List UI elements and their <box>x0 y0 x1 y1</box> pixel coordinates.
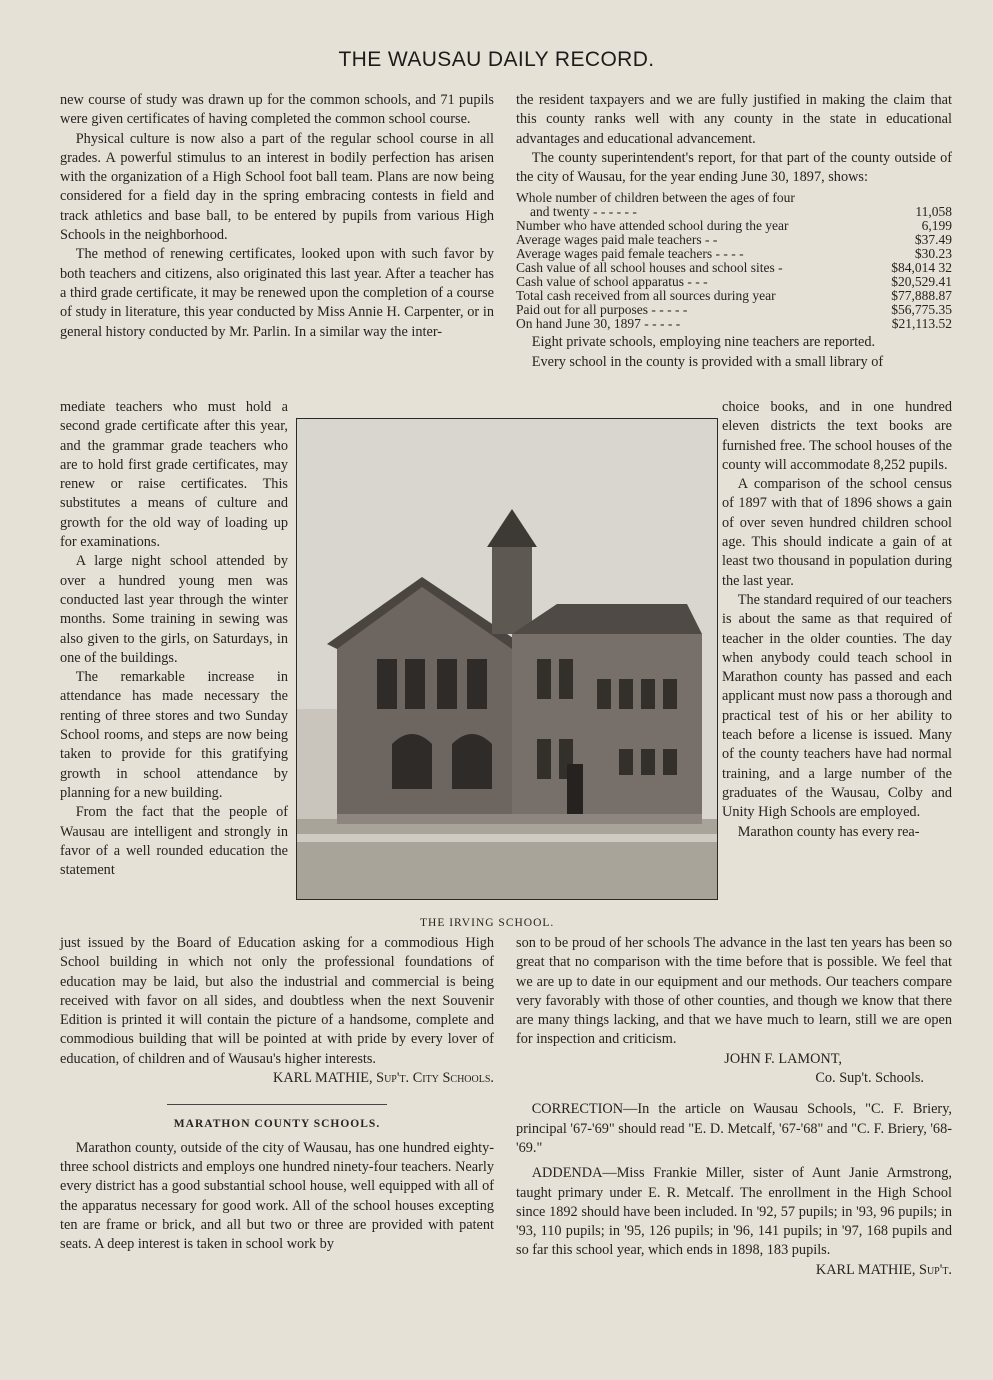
stat-row: Total cash received from all sources during year $77,888.87 <box>516 288 952 304</box>
stat-row: Whole number of children between the ages of four <box>516 190 795 206</box>
stat-row: Cash value of all school houses and school sites - $84,014 32 <box>516 260 952 276</box>
stat-row: Average wages paid female teachers - - - - $30.23 <box>516 246 952 262</box>
paragraph: Every school in the county is provided with a small library of <box>531 353 884 370</box>
stat-row: On hand June 30, 1897 - - - - - $21,113.52 <box>516 316 952 332</box>
page-title: THE WAUSAU DAILY RECORD. <box>338 48 655 71</box>
paragraph: Eight private schools, employing nine teachers are reported. <box>531 334 876 351</box>
paragraph: The remarkable increase in attendance has made necessary the renting of three stores and two Sunday School rooms, and steps are now being taken to provide for this gratifying growth in school attendance by planning for a new building. <box>60 669 288 801</box>
paragraph: Physical culture is now also a part of the regular school course in all grades. A powerful stimulus to an interest in bodily perfection has arisen with the organization of a High School foot ball team. Plans are now being considered for a field day in the spring embracing contests in field and track athletics and base ball, to be entered by pupils from various High Schools in the neighborhood. <box>60 130 494 244</box>
addenda-note: ADDENDA—Miss Frankie Miller, sister of Aunt Janie Armstrong, taught primary under E. R. Metcalf. The enrollment in the High School since 1892 should have been included. In '92, 57 pupils; in '93, 96 pupils; in '93, 110 pupils; in '95, 126 pupils; in '96, 141 pupils; in '97, 168 pupils and so far this school year, which ends in 1898, 183 pupils. <box>516 1165 952 1259</box>
paragraph: The standard required of our teachers is about the same as that required of teacher in the older counties. The day when anybody could teach school in Marathon county has passed and each applicant must now pass a thorough and practical test of his or her ability to teach before a license is issued. Many of the county teachers have had normal training, and a large number of the graduates of the Wausau, Colby and Unity High Schools are employed. <box>722 591 952 821</box>
signature-title: Co. Sup't. Schools. <box>815 1070 924 1087</box>
paragraph: the resident taxpayers and we are fully justified in making the claim that this county ranks well with any county in the state in educational advantages and educational advancement. <box>516 92 952 147</box>
stat-row: Average wages paid male teachers - - $37.49 <box>516 232 952 248</box>
stat-row: Paid out for all purposes - - - - - $56,775.35 <box>516 302 952 318</box>
right-wrap-column <box>722 398 952 842</box>
paragraph: new course of study was drawn up for the common schools, and 71 pupils were given certificates of having completed the common school course. <box>60 92 494 128</box>
irving-school-image <box>297 419 717 899</box>
section-heading: MARATHON COUNTY SCHOOLS. <box>173 1118 381 1131</box>
paragraph: A comparison of the school census of 1897 with that of 1896 shows a gain of over seven hundred children school age. This should indicate a gain of at least two thousand in population during the last year. <box>722 476 952 589</box>
paragraph: Marathon county, outside of the city of Wausau, has one hundred eighty-three school districts and employs one hundred ninety-four teachers. Nearly every district has a good substantial school house, well equipped with all of the apparatus necessary for good work. All of the school houses excepting ten are frame or brick, and all but two or three are provided with patent seats. A deep interest is taken in school work by <box>60 1139 494 1253</box>
photo-caption: THE IRVING SCHOOL. <box>420 917 555 929</box>
statistics-table <box>516 191 952 331</box>
paragraph: just issued by the Board of Education asking for a commodious High School building in which not only the professional foundations of education may be laid, but also the industrial and commercial is being received with favor on all sides, and doubtless when the next Souvenir Edition is printed it will contain the picture of a handsome, complete and commodious building that will be pointed at with pride by every lover of education, of children and of Wausau's higher interests. <box>60 935 494 1067</box>
correction-note: CORRECTION—In the article on Wausau Schools, "C. F. Briery, principal '67-'69" should read "E. D. Metcalf, '67-'68" and "C. F. Briery, '68-'69." <box>516 1101 952 1156</box>
paragraph: A large night school attended by over a hundred young men was conducted last year through the winter months. Some training in sewing was also given to the girls, on Saturdays, in one of the buildings. <box>60 553 288 666</box>
right-column-top <box>516 91 952 372</box>
paragraph: The county superintendent's report, for that part of the county outside of the city of Wausau, for the year ending June 30, 1897, shows: <box>516 149 952 186</box>
stat-row: Cash value of school apparatus - - - $20,529.41 <box>516 274 952 290</box>
section-divider <box>167 1104 387 1105</box>
paragraph: choice books, and in one hundred eleven districts the text books are furnished free. The school houses of the county will accommodate 8,252 pupils. <box>722 399 952 473</box>
signature-name: JOHN F. LAMONT, <box>724 1050 842 1067</box>
right-column-bottom <box>516 934 952 1280</box>
paragraph: From the fact that the people of Wausau are intelligent and strongly in favor of a well rounded education the statement <box>60 804 288 879</box>
stat-row: Number who have attended school during the year 6,199 <box>516 218 952 234</box>
left-column-top <box>60 91 494 342</box>
signature: KARL MATHIE, Sup't. <box>815 1261 952 1278</box>
paragraph: son to be proud of her schools The advance in the last ten years has been so great that no comparison with the time before that is possible. We feel that we are up to date in our equipment and our methods. Our teachers compare very favorably with those of other counties, and though we know that there are many things lacking, and that we have much to learn, still we are open for inspection and criticism. <box>516 935 952 1048</box>
left-wrap-column <box>60 398 288 880</box>
paragraph: The method of renewing certificates, looked upon with such favor by both teachers and citizens, also originated this last year. After a teacher has a third grade certificate, it may be renewed upon the completion of a course of study in literature, this year conducted by Miss Annie H. Carpenter, or in general history conducted by Mr. Parlin. In a similar way the inter- <box>60 246 494 340</box>
school-photograph <box>296 418 718 900</box>
signature: KARL MATHIE, Sup't. City Schools. <box>273 1070 494 1087</box>
left-column-bottom <box>60 934 494 1254</box>
paragraph: Marathon county has every rea- <box>737 823 920 840</box>
stat-row: and twenty - - - - - - 11,058 <box>530 204 952 220</box>
paragraph: mediate teachers who must hold a second grade certificate after this year, and the grammar grade teachers who are to hold first grade certificates, may renew or raise certificates. This substitutes a means of culture and growth for the old way of loading up for examinations. <box>60 399 288 551</box>
